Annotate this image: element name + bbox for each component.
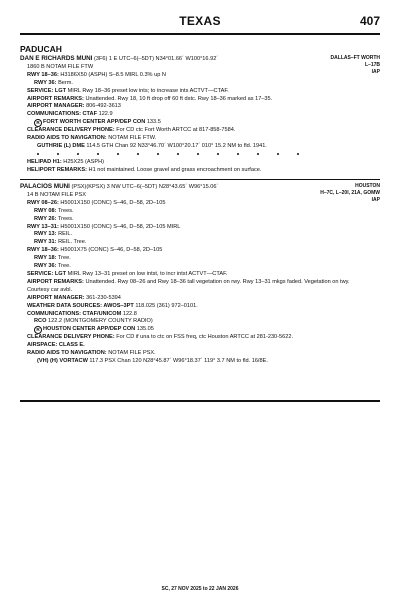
center-approach: R FORT WORTH CENTER APP/DEP CON 133.5 bbox=[20, 119, 380, 127]
dot bbox=[57, 153, 59, 155]
dot bbox=[97, 153, 99, 155]
dot bbox=[157, 153, 159, 155]
radio-aids: RADIO AIDS TO NAVIGATION: NOTAM FILE FTW. bbox=[27, 135, 157, 142]
airport-name-line: DAN E RICHARDS MUNI (3F6) 1 E UTC–6(–5DT) N34°01.66´ W100°16.92´ bbox=[20, 55, 219, 62]
elevation-line: 14 B NOTAM FILE PSX bbox=[27, 191, 86, 198]
navaid-line: (VH) (H) VORTACW 117.3 PSX Chan 120 N28°45.87´ W96°18.37´ 119° 3.7 NM to fld. 16/8E. bbox=[37, 358, 268, 365]
airport-remarks: AIRPORT REMARKS: Unattended. Rwy 08–26 and Rwy 18–36 tall vegetation on rwy. Rwy 13–31 mkgs faded. Vegetation on twy. Courtesy car avbl. bbox=[27, 278, 350, 293]
dot bbox=[257, 153, 259, 155]
runway-end-line: RWY 08: Trees. bbox=[34, 207, 74, 214]
dot bbox=[217, 153, 219, 155]
center-approach: R HOUSTON CENTER APP/DEP CON 135.05 bbox=[20, 326, 380, 334]
airport-name: DAN E RICHARDS MUNI bbox=[20, 55, 93, 62]
page-footer: SC, 27 NOV 2025 to 22 JAN 2026 bbox=[161, 586, 239, 592]
entry-divider bbox=[20, 179, 380, 180]
airspace: AIRSPACE: CLASS E. bbox=[27, 342, 85, 349]
runway-end-line: RWY 36: Tree. bbox=[34, 263, 71, 270]
page-header bbox=[20, 14, 380, 34]
runway-line: RWY 08–26: H5001X150 (CONC) S–46, D–58, 2D–105 bbox=[27, 199, 166, 206]
runway-line: RWY 18–36: H5001X75 (CONC) S–46, D–58, 2D–105 bbox=[27, 247, 163, 254]
airport-entry-palacios bbox=[20, 183, 380, 366]
airport-manager: AIRPORT MANAGER: 806-492-3613 bbox=[27, 103, 121, 110]
weather-sources: WEATHER DATA SOURCES: AWOS–3PT 118.025 (361) 972–0101. bbox=[27, 302, 198, 309]
dot bbox=[37, 153, 39, 155]
dot bbox=[177, 153, 179, 155]
helipad-line: HELIPAD H1: H25X25 (ASPH) bbox=[27, 158, 105, 165]
runway-end-line: RWY 13: REIL. bbox=[34, 231, 73, 238]
runway-line: RWY 18–36: H3186X50 (ASPH) S–8.5 MIRL 0.3% up N bbox=[27, 71, 166, 78]
communications: COMMUNICATIONS: CTAF 122.9 bbox=[27, 111, 113, 118]
dot bbox=[117, 153, 119, 155]
clearance-delivery: CLEARANCE DELIVERY PHONE: For CD ctc Fort Worth ARTCC at 817-858-7584. bbox=[27, 127, 236, 134]
city-heading: PADUCAH bbox=[20, 44, 62, 54]
elevation-line: 1860 B NOTAM FILE FTW bbox=[27, 63, 94, 70]
runway-end-line: RWY 31: REIL. Tree. bbox=[34, 239, 87, 246]
navaid-line: GUTHRIE (L) DME 114.5 GTH Chan 92 N33°46.70´ W100°20.17´ 010° 15.2 NM to fld. 1941. bbox=[37, 143, 267, 150]
page-number: 407 bbox=[359, 14, 380, 28]
radio-aids: RADIO AIDS TO NAVIGATION: NOTAM FILE PSX. bbox=[27, 350, 156, 357]
header-rule bbox=[20, 33, 380, 35]
airport-entry-dan-e-richards bbox=[20, 55, 380, 175]
chart-refs: HOUSTON H–7C, L–20I, 21A, GOMW IAP bbox=[320, 183, 380, 204]
service-line: SERVICE: LGT MIRL Rwy 13–31 preset on low intst, to incr intst ACTVT—CTAF. bbox=[27, 270, 228, 277]
dot bbox=[237, 153, 239, 155]
runway-end-line: RWY 36: Berm. bbox=[34, 79, 73, 86]
runway-end-line: RWY 26: Trees. bbox=[34, 215, 74, 222]
rco-line: RCO 122.2 (MONTGOMERY COUNTY RADIO) bbox=[34, 318, 153, 325]
state-title: TEXAS bbox=[179, 14, 221, 28]
circled-r-icon: R bbox=[34, 326, 42, 334]
chart-refs: DALLAS–FT WORTH L–17B IAP bbox=[330, 55, 380, 76]
airport-manager: AIRPORT MANAGER: 361-230-5394 bbox=[27, 294, 121, 301]
airport-id: (3F6) bbox=[93, 56, 108, 62]
runway-line: RWY 13–31: H5001X150 (CONC) S–46, D–58, 2D–105 MIRL bbox=[27, 223, 181, 230]
entry-bottom-rule bbox=[20, 400, 380, 402]
clearance-delivery: CLEARANCE DELIVERY PHONE: For CD if una to ctc on FSS freq, ctc Houston ARTCC at 281-230-5622. bbox=[27, 334, 294, 341]
communications: COMMUNICATIONS: CTAF/UNICOM 122.8 bbox=[27, 310, 137, 317]
circled-r-icon: R bbox=[34, 119, 42, 127]
separator-dots bbox=[20, 151, 380, 159]
heliport-remarks: HELIPORT REMARKS: H1 not maintained. Loose gravel and grass encroachment on surface. bbox=[27, 166, 262, 173]
airport-remarks: AIRPORT REMARKS: Unattended. Rwy 18, 10 ft drop off 60 ft dstc. Rwy 18–36 marked as 17–35. bbox=[27, 95, 273, 102]
airport-name: PALACIOS MUNI bbox=[20, 183, 70, 190]
dot bbox=[137, 153, 139, 155]
dot bbox=[197, 153, 199, 155]
dot bbox=[77, 153, 79, 155]
airport-name-line: PALACIOS MUNI (PSX)(KPSX) 3 NW UTC–6(–5DT) N28°43.65´ W96°15.06´ bbox=[20, 183, 219, 190]
service-line: SERVICE: LGT MIRL Rwy 18–36 preset low ints; to increase ints ACTVT—CTAF. bbox=[27, 87, 229, 94]
dot bbox=[297, 153, 299, 155]
runway-end-line: RWY 18: Tree. bbox=[34, 255, 71, 262]
airport-id: (PSX)(KPSX) bbox=[71, 184, 106, 190]
dot bbox=[277, 153, 279, 155]
